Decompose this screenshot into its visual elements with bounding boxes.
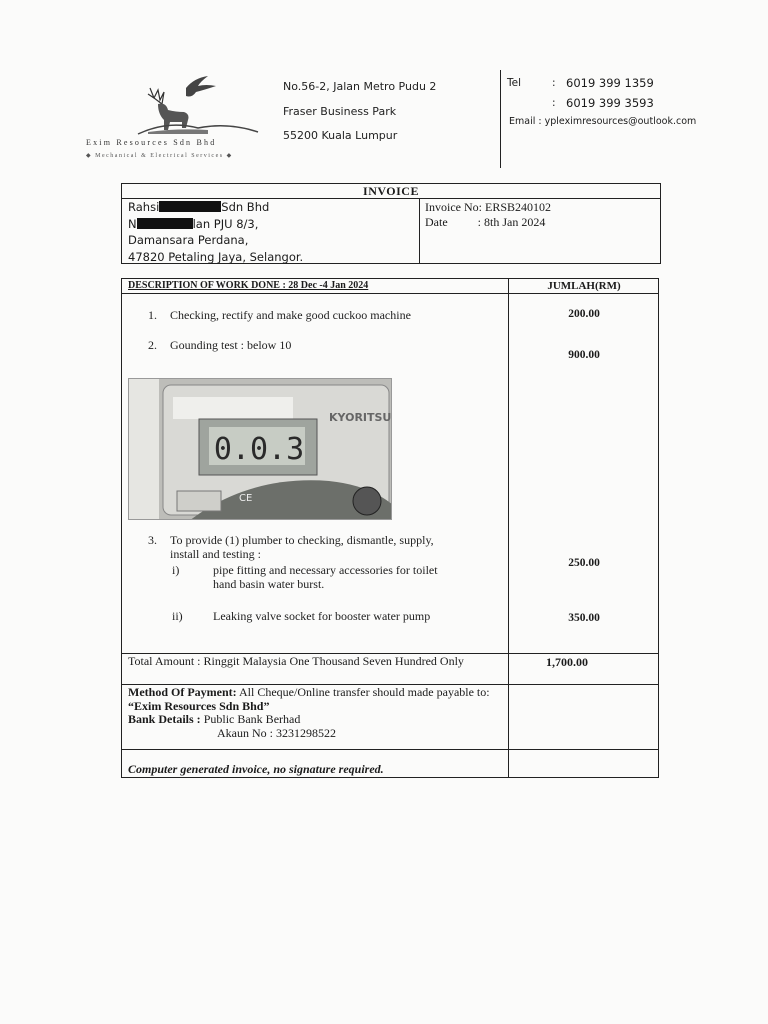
line-amount: 200.00 xyxy=(568,308,600,320)
redaction-block xyxy=(159,201,221,212)
account-number: Akaun No : 3231298522 xyxy=(217,725,336,740)
line-amount: 350.00 xyxy=(568,612,600,624)
letterhead-divider xyxy=(500,70,501,168)
line-item: 2. Gounding test : below 10 xyxy=(148,338,292,352)
company-tagline: ◆ Mechanical & Electrical Services ◆ xyxy=(86,153,233,159)
grounding-test-photo xyxy=(128,378,392,520)
amount-header: JUMLAH(RM) xyxy=(547,280,621,292)
client-line-2: N lan PJU 8/3, xyxy=(128,216,259,231)
divider xyxy=(508,278,509,778)
footer-note: Computer generated invoice, no signature required. xyxy=(128,762,384,776)
address-line-1: No.56-2, Jalan Metro Pudu 2 xyxy=(283,80,437,93)
phone-2: 6019 399 3593 xyxy=(566,96,654,110)
divider xyxy=(121,293,659,294)
meter-display: 0.0.3 xyxy=(213,432,305,467)
address-line-2: Fraser Business Park xyxy=(283,105,397,118)
total-amount: 1,700.00 xyxy=(546,655,588,669)
invoice-number: Invoice No: ERSB240102 xyxy=(425,200,551,214)
line-amount: 250.00 xyxy=(568,557,600,569)
divider xyxy=(419,198,420,264)
divider xyxy=(121,749,659,750)
invoice-title: INVOICE xyxy=(363,184,419,198)
client-line-3: Damansara Perdana, xyxy=(128,233,249,247)
company-name: Exim Resources Sdn Bhd xyxy=(86,138,217,147)
email: Email : ypleximresources@outlook.com xyxy=(509,116,697,127)
invoice-meta xyxy=(425,200,551,230)
client-address xyxy=(128,199,303,265)
earth-tester-image xyxy=(129,379,392,520)
line-item: 1. Checking, rectify and make good cuckoo machine xyxy=(148,308,411,322)
description-header: DESCRIPTION OF WORK DONE : 28 Dec -4 Jan 2024 xyxy=(128,280,369,291)
line-item: 3. To provide (1) plumber to checking, dismantle, supply, install and testing : xyxy=(148,533,434,561)
invoice-date: Date : 8th Jan 2024 xyxy=(425,215,546,229)
redaction-block xyxy=(137,218,193,229)
tel-colon: : xyxy=(552,77,556,89)
phone-1: 6019 399 1359 xyxy=(566,76,654,90)
tel-colon: : xyxy=(552,97,556,109)
tel-label: Tel xyxy=(507,77,522,89)
meter-brand: KYORITSU xyxy=(329,411,392,424)
payment-method: Method Of Payment: All Cheque/Online transfer should made payable to: “Exim Resources Sdn Bhd” Bank Details : Public Bank Berhad Akaun No : 3231298522 xyxy=(128,685,490,740)
client-line-1: Rahsi Sdn Bhd xyxy=(128,200,270,214)
client-line-4: 47820 Petaling Jaya, Selangor. xyxy=(128,249,304,264)
total-amount-text: Total Amount : Ringgit Malaysia One Thousand Seven Hundred Only xyxy=(128,654,464,668)
line-amount: 900.00 xyxy=(568,349,600,361)
ce-mark: CE xyxy=(239,493,253,504)
sub-item: i) pipe fitting and necessary accessories for toilet hand basin water burst. xyxy=(172,563,438,591)
address-line-3: 55200 Kuala Lumpur xyxy=(283,129,398,142)
sub-item: ii) Leaking valve socket for booster water pump xyxy=(172,609,431,623)
